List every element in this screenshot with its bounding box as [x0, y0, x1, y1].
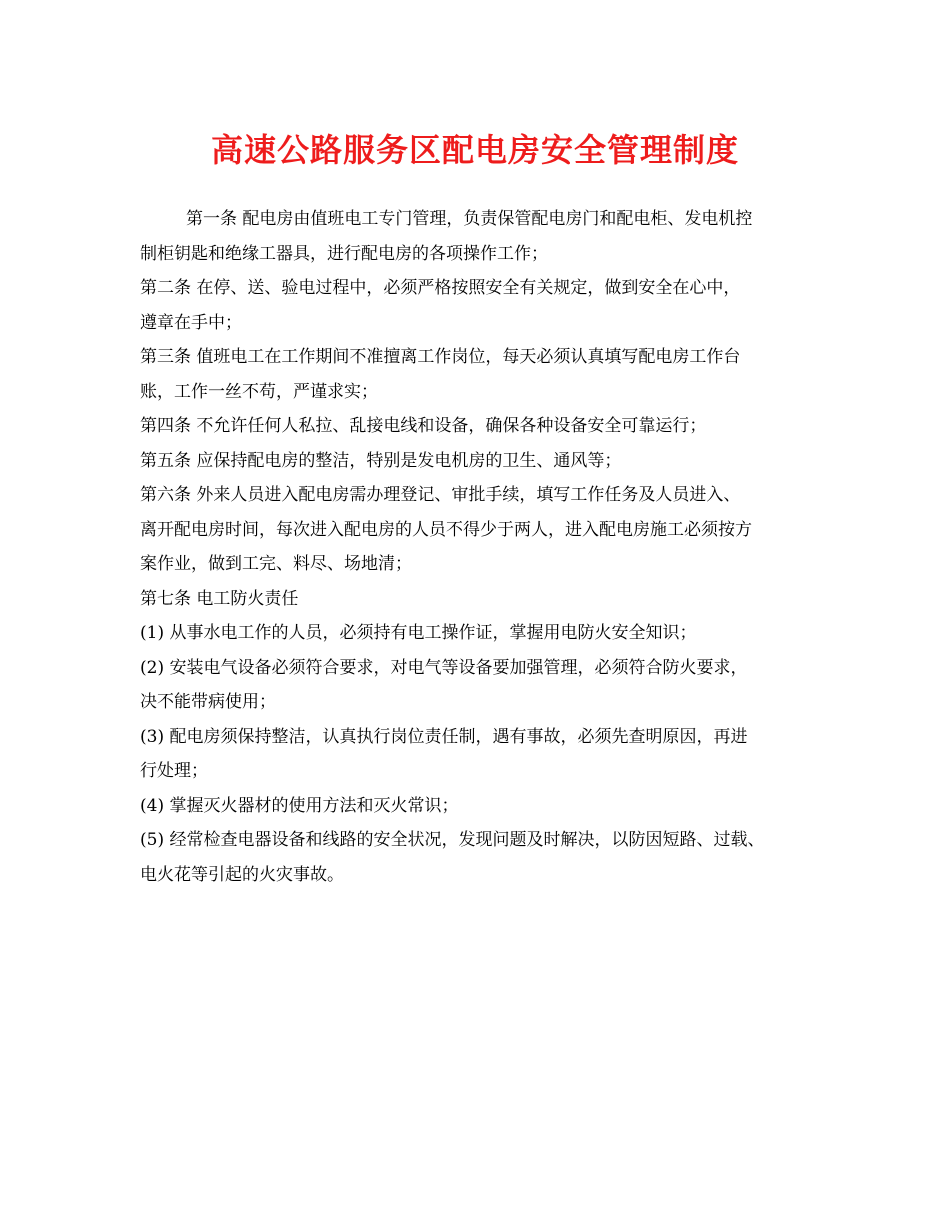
article-5-line-1: 第五条 应保持配电房的整洁，特别是发电机房的卫生、通风等；: [140, 450, 622, 471]
article-7-item-4-line-1: (4) 掌握灭火器材的使用方法和灭火常识；: [140, 795, 459, 816]
article-3-line-1: 第三条 值班电工在工作期间不准擅离工作岗位，每天必须认真填写配电房工作台: [140, 347, 741, 367]
article-7-item-1-line-1: (1) 从事水电工作的人员，必须持有电工操作证，掌握用电防火安全知识；: [140, 623, 697, 643]
article-1-line-1: 第一条 配电房由值班电工专门管理，负责保管配电房门和配电柜、发电机控: [186, 209, 753, 229]
article-4-line-1: 第四条 不允许任何人私拉、乱接电线和设备，确保各种设备安全可靠运行；: [140, 416, 707, 436]
article-7-item-2-line-1: (2) 安装电气设备必须符合要求，对电气等设备要加强管理，必须符合防火要求，: [140, 657, 748, 678]
article-7-item-5-line-1: (5) 经常检查电器设备和线路的安全状况，发现问题及时解决，以防因短路、过载、: [140, 830, 765, 850]
article-7-item-5-line-2: 电火花等引起的火灾事故。: [140, 864, 344, 885]
article-2-line-2: 遵章在手中；: [140, 312, 242, 333]
article-6-line-3: 案作业，做到工完、料尽、场地清；: [140, 554, 412, 574]
article-7-item-3-line-1: (3) 配电房须保持整洁，认真执行岗位责任制，遇有事故，必须先查明原因，再进: [140, 726, 748, 747]
article-2-line-1: 第二条 在停、送、验电过程中，必须严格按照安全有关规定，做到安全在心中，: [140, 278, 741, 298]
article-7-item-3-line-2: 行处理；: [140, 761, 208, 781]
article-7-heading: 第七条 电工防火责任: [140, 588, 299, 609]
document-title: 高速公路服务区配电房安全管理制度: [210, 131, 739, 169]
article-3-line-2: 账，工作一丝不苟，严谨求实；: [140, 381, 378, 402]
article-6-line-1: 第六条 外来人员进入配电房需办理登记、审批手续，填写工作任务及人员进入、: [140, 485, 741, 505]
article-7-item-2-line-2: 决不能带病使用；: [140, 692, 276, 712]
article-1-line-2: 制柜钥匙和绝缘工器具，进行配电房的各项操作工作；: [140, 243, 548, 264]
document-body: [140, 202, 830, 892]
article-6-line-2: 离开配电房时间，每次进入配电房的人员不得少于两人，进入配电房施工必须按方: [140, 519, 752, 540]
